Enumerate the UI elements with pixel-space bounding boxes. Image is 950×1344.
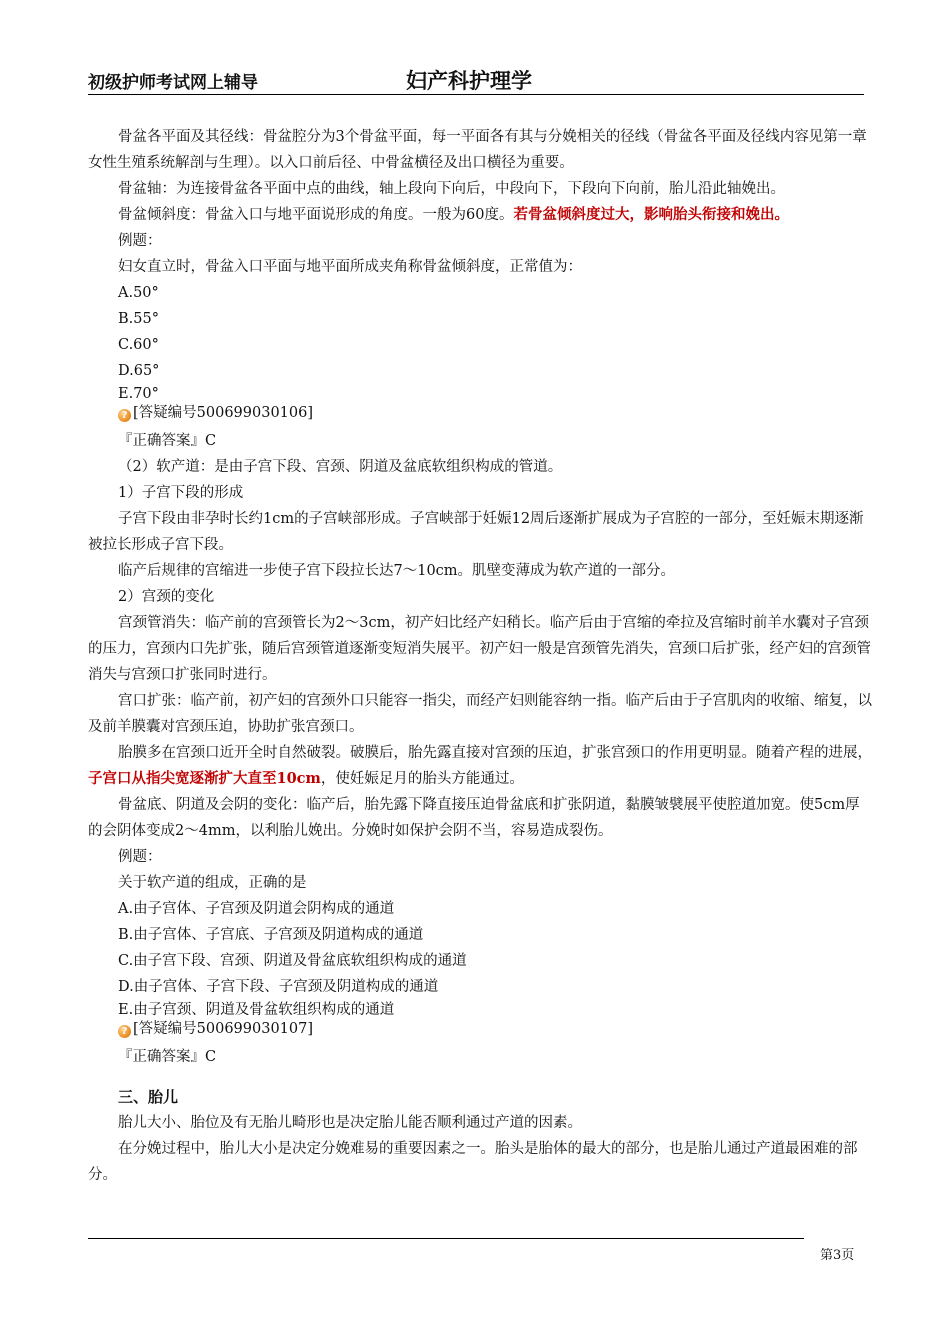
page-header [88,66,864,95]
membrane-rupture-text: 胎膜多在宫颈口近开全时自然破裂。破膜后，胎先露直接对宫颈的压迫，扩张宫颈口的作用更明显。随着产程的进展， [118,745,872,761]
subheading-lower-segment: 1）子宫下段的形成 [118,485,244,501]
pelvic-axis-paragraph: 骨盆轴：为连接骨盆各平面中点的曲线，轴上段向下向后，中段向下，下段向下向前，胎儿沿此轴娩出。 [118,181,785,197]
dilation-highlight: 子宫口从指尖宽逐渐扩大直至10cm [88,770,321,787]
correct-answer: 『正确答案』C [118,1049,217,1065]
question-mark-icon[interactable]: ? [118,409,131,422]
membrane-rupture-text-end: ，使妊娠足月的胎头方能通过。 [320,771,524,787]
question-option: A.50° [118,285,159,301]
question-option: B.55° [118,311,159,327]
question-option: C.60° [118,337,159,353]
soft-birth-canal-paragraph: （2）软产道：是由子宫下段、宫颈、阴道及盆底软组织构成的管道。 [118,459,563,475]
fetus-factors-paragraph: 胎儿大小、胎位及有无胎儿畸形也是决定胎儿能否顺利通过产道的因素。 [118,1115,582,1131]
pelvic-floor-paragraph: 骨盆底、阴道及会阴的变化：临产后，胎先露下降直接压迫骨盆底和扩张阴道，黏膜皱襞展平使腔道加宽。使5cm厚的会阴体变成2～4mm，以利胎儿娩出。分娩时如保护会阴不当，容易造成裂伤。 [88,797,860,839]
course-title: 初级护师考试网上辅导 [88,73,258,93]
example-label: 例题： [118,849,162,865]
question-mark-icon[interactable]: ? [118,1025,131,1038]
pelvic-inclination-paragraph [88,202,874,228]
question-stem: 妇女直立时，骨盆入口平面与地平面所成夹角称骨盆倾斜度，正常值为： [118,259,582,275]
document-body [88,124,874,1188]
cervical-effacement-paragraph: 宫颈管消失：临产前的宫颈管长为2～3cm，初产妇比经产妇稍长。临产后由于宫缩的牵拉及宫缩时前羊水囊对子宫颈的压力，宫颈内口先扩张，随后宫颈管道逐渐变短消失展平。初产妇一般是宫颈管先消失，宫颈口后扩张，经产妇的宫颈管消失与宫颈口扩张同时进行。 [88,615,871,683]
lower-segment-stretch-paragraph: 临产后规律的宫缩进一步使子宫下段拉长达7～10cm。肌壁变薄成为软产道的一部分。 [118,563,676,579]
question-option: E.70° [118,386,159,402]
subject-title: 妇产科护理学 [406,69,532,93]
cervical-dilation-paragraph: 宫口扩张：临产前，初产妇的宫颈外口只能容一指尖，而经产妇则能容纳一指。临产后由于子宫肌肉的收缩、缩复，以及前羊膜囊对宫颈压迫，协助扩张宫颈口。 [88,693,872,735]
question-stem: 关于软产道的组成，正确的是 [118,875,307,891]
footer-rule [88,1238,804,1239]
pelvic-planes-paragraph: 骨盆各平面及其径线：骨盆腔分为3个骨盆平面，每一平面各有其与分娩相关的径线（骨盆各平面及径线内容见第一章女性生殖系统解剖与生理）。以入口前后径、中骨盆横径及出口横径为重要。 [88,129,867,171]
spacer [88,1070,874,1084]
question-id: [答疑编号500699030107] [133,1021,314,1037]
correct-answer: 『正确答案』C [118,433,217,449]
question-id: [答疑编号500699030106] [133,405,314,421]
question-id-row [88,404,874,422]
pelvic-inclination-text: 骨盆倾斜度：骨盆入口与地平面说形成的角度。一般为60度。 [118,207,514,223]
subheading-cervix-changes: 2）宫颈的变化 [118,589,215,605]
page-number: 第3页 [820,1248,855,1263]
question-option: E.由子宫颈、阴道及骨盆软组织构成的通道 [118,1002,395,1018]
question-option: D.由子宫体、子宫下段、子宫颈及阴道构成的通道 [118,979,439,995]
pelvic-inclination-highlight: 若骨盆倾斜度过大，影响胎头衔接和娩出。 [513,206,789,223]
question-option: B.由子宫体、子宫底、子宫颈及阴道构成的通道 [118,927,424,943]
example-label: 例题： [118,233,162,249]
question-option: D.65° [118,363,160,379]
question-id-row [88,1020,874,1038]
question-option: A.由子宫体、子宫颈及阴道会阴构成的通道 [118,901,395,917]
question-option: C.由子宫下段、宫颈、阴道及骨盆底软组织构成的通道 [118,953,467,969]
section-title: 三、胎儿 [118,1088,179,1106]
fetal-size-paragraph: 在分娩过程中，胎儿大小是决定分娩难易的重要因素之一。胎头是胎体的最大的部分，也是胎儿通过产道最困难的部分。 [88,1141,858,1183]
membrane-rupture-paragraph [88,740,874,792]
lower-segment-paragraph: 子宫下段由非孕时长约1cm的子宫峡部形成。子宫峡部于妊娠12周后逐渐扩展成为子宫腔的一部分，至妊娠末期逐渐被拉长形成子宫下段。 [88,511,864,553]
